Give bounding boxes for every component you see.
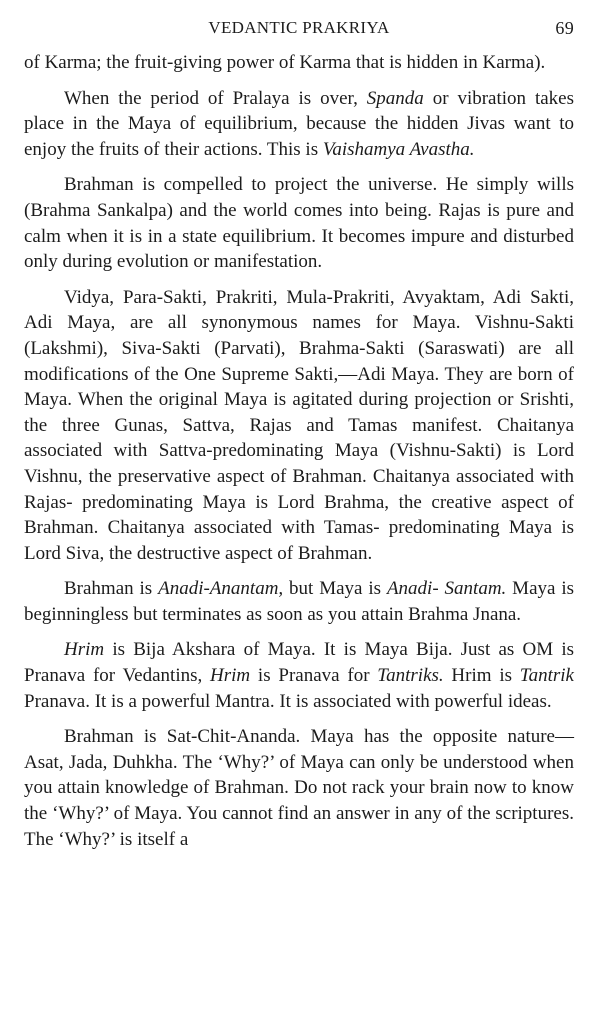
text-run: Brahman is compelled to project the universe. He simply wills (Brahma Sankalpa) and the world comes into being. Rajas is pure and calm when it is in a state equilibrium. It becomes impure and disturbed only during evolution or manifestation. — [24, 174, 574, 273]
italic-text-run: Tantrik — [519, 665, 574, 687]
text-run: Vidya, Para-Sakti, Prakriti, Mula-Prakriti, Avyaktam, Adi Sakti, Adi Maya, are all synonymous names for Maya. Vishnu-Sakti (Lakshmi), Siva-Sakti (Parvati), Brahma-Sakti (Saraswati) are all modifications of the One Supreme Sakti,—Adi Maya. They are born of Maya. When the original Maya is agitated during projection or Srishti, the three Gunas, Sattva, Rajas and Tamas manifest. Chaitanya associated with Sattva-predominating Maya (Vishnu-Sakti) is Lord Vishnu, the preservative aspect of Brahman. Chaitanya associated with Rajas- predominating Maya is Lord Brahma, the creative aspect of Brahman. Chaitanya associated with Tamas- predominating Maya is Lord Siva, the destructive aspect of Brahman. — [24, 286, 574, 564]
paragraph-2 — [24, 86, 574, 163]
italic-text-run: Hrim — [64, 639, 105, 661]
italic-text-run: Tantriks. — [377, 665, 444, 687]
text-run: or vibration takes place in the Maya of equilibrium, because the hidden Jivas want to enjoy the fruits of their actions. This is — [24, 87, 575, 160]
text-run: When the period of Pralaya is over, — [64, 87, 367, 109]
text-run: Pranava. It is a powerful Mantra. It is associated with powerful ideas. — [24, 690, 552, 712]
paragraph-1 — [24, 50, 574, 76]
paragraph-7 — [24, 724, 574, 852]
text-run: Maya is beginningless but terminates as soon as you attain Brahma Jnana. — [24, 578, 575, 625]
text-run: is Pranava for — [250, 665, 378, 687]
text-run: of Karma; the fruit-giving power of Karma that is hidden in Karma). — [24, 52, 546, 73]
text-run: is Bija Akshara of Maya. It is Maya Bija. Just as OM is Pranava for Vedantins, — [24, 639, 574, 687]
text-run: Brahman is Sat-Chit-Ananda. Maya has the opposite nature—Asat, Jada, Duhkha. The ‘Why?’ of Maya can only be understood when you attain knowledge of Brahman. Do not rack your brain now to know the ‘Why?’ of Maya. You cannot find an answer in any of the scriptures. The ‘Why?’ is itself a — [24, 726, 574, 850]
paragraph-6 — [24, 637, 574, 714]
paragraph-3 — [24, 172, 574, 274]
italic-text-run: Vaishamya Avastha. — [322, 138, 475, 160]
italic-text-run: Hrim — [210, 665, 251, 687]
text-run: Hrim is — [443, 665, 520, 687]
body-text — [24, 50, 574, 852]
italic-text-run: Spanda — [366, 87, 424, 109]
italic-text-run: Anadi-Anantam, — [158, 578, 284, 600]
paragraph-5 — [24, 576, 574, 627]
page-number: 69 — [555, 18, 574, 38]
text-run: Brahman is — [64, 578, 159, 600]
running-title: VEDANTIC PRAKRIYA — [208, 18, 390, 37]
paragraph-4 — [24, 285, 574, 567]
running-header — [24, 14, 574, 46]
text-run: but Maya is — [283, 578, 387, 600]
italic-text-run: Anadi- Santam. — [386, 578, 507, 600]
